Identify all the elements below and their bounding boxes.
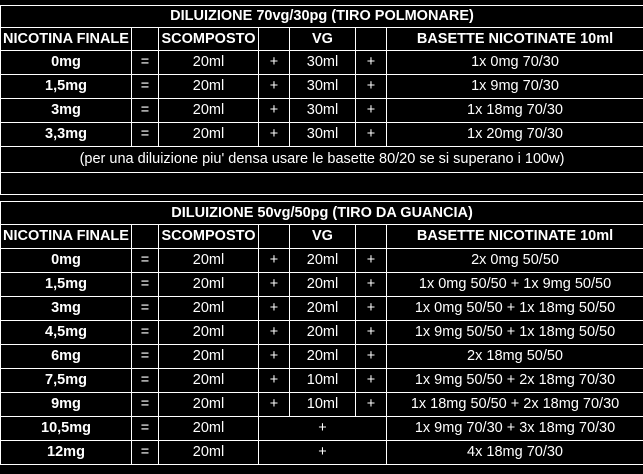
plus-cell: + [356,123,387,147]
dilution-note: (per una diluizione piu' densa usare le basette 80/20 se si superano i 100w) [1,147,643,173]
table-row [1,249,643,273]
table-row [1,297,643,321]
base-cell: 20ml [159,99,259,123]
plus-cell: + [259,123,290,147]
plus-cell: + [259,369,290,393]
base-cell: 20ml [159,441,259,465]
shots-cell: 1x 9mg 70/30 + 3x 18mg 70/30 [387,417,643,441]
plus-cell: + [356,369,387,393]
header-blank [132,28,159,51]
base-cell: 20ml [159,249,259,273]
nicotine-cell: 10,5mg [1,417,132,441]
nicotine-cell: 3,3mg [1,123,132,147]
equals-cell: = [132,345,159,369]
nicotine-cell: 9mg [1,393,132,417]
shots-cell: 4x 18mg 70/30 [387,441,643,465]
header-blank [259,225,290,249]
nicotine-cell: 0mg [1,249,132,273]
equals-cell: = [132,417,159,441]
shots-cell: 1x 9mg 50/50 + 2x 18mg 70/30 [387,369,643,393]
plus-cell: + [356,51,387,75]
nicotine-cell: 4,5mg [1,321,132,345]
nicotine-cell: 1,5mg [1,273,132,297]
base-cell: 20ml [159,417,259,441]
base-cell: 20ml [159,123,259,147]
table-row [1,75,643,99]
plus-cell: + [259,249,290,273]
shots-cell: 1x 0mg 50/50 + 1x 9mg 50/50 [387,273,643,297]
shots-cell: 1x 18mg 70/30 [387,99,643,123]
plus-cell: + [356,249,387,273]
equals-cell: = [132,321,159,345]
shots-cell: 1x 18mg 50/50 + 2x 18mg 70/30 [387,393,643,417]
vg-cell: 20ml [290,345,356,369]
base-cell: 20ml [159,273,259,297]
table-row [1,321,643,345]
equals-cell: = [132,249,159,273]
shots-cell: 1x 9mg 70/30 [387,75,643,99]
plus-cell: + [356,75,387,99]
plus-cell: + [259,441,387,465]
shots-cell: 1x 0mg 70/30 [387,51,643,75]
vg-cell: 30ml [290,99,356,123]
nicotine-cell: 0mg [1,51,132,75]
vg-cell: 30ml [290,123,356,147]
plus-cell: + [259,99,290,123]
equals-cell: = [132,51,159,75]
plus-cell: + [259,393,290,417]
nicotine-cell: 3mg [1,297,132,321]
shots-cell: 1x 20mg 70/30 [387,123,643,147]
nicotine-cell: 6mg [1,345,132,369]
header-blank [132,225,159,249]
table-title: DILUIZIONE 50vg/50pg (TIRO DA GUANCIA) [1,202,643,225]
vg-cell: 10ml [290,369,356,393]
shots-cell: 1x 0mg 50/50 + 1x 18mg 50/50 [387,297,643,321]
vg-cell: 20ml [290,321,356,345]
table-title: DILUIZIONE 70vg/30pg (TIRO POLMONARE) [1,6,643,28]
vg-cell: 20ml [290,297,356,321]
spacer-row [1,173,643,195]
plus-cell: + [259,273,290,297]
table-row [1,123,643,147]
base-cell: 20ml [159,393,259,417]
header-base: SCOMPOSTO [159,225,259,249]
vg-cell: 20ml [290,249,356,273]
nicotine-cell: 12mg [1,441,132,465]
nicotine-cell: 3mg [1,99,132,123]
plus-cell: + [356,273,387,297]
base-cell: 20ml [159,369,259,393]
plus-cell: + [356,393,387,417]
vg-cell: 30ml [290,51,356,75]
header-vg: VG [290,28,356,51]
header-blank [356,225,387,249]
plus-cell: + [259,75,290,99]
base-cell: 20ml [159,321,259,345]
header-shots: BASETTE NICOTINATE 10ml [387,225,643,249]
header-vg: VG [290,225,356,249]
plus-cell: + [259,417,387,441]
plus-cell: + [356,345,387,369]
plus-cell: + [259,321,290,345]
shots-cell: 1x 9mg 50/50 + 1x 18mg 50/50 [387,321,643,345]
table-row [1,345,643,369]
equals-cell: = [132,369,159,393]
equals-cell: = [132,123,159,147]
nicotine-cell: 7,5mg [1,369,132,393]
header-shots: BASETTE NICOTINATE 10ml [387,28,643,51]
vg-cell: 20ml [290,273,356,297]
dilution-table-70vg-30pg [0,5,643,195]
plus-cell: + [259,297,290,321]
shots-cell: 2x 18mg 50/50 [387,345,643,369]
plus-cell: + [356,321,387,345]
table-row [1,369,643,393]
table-row [1,417,643,441]
table-row [1,273,643,297]
base-cell: 20ml [159,345,259,369]
equals-cell: = [132,393,159,417]
dilution-table-50vg-50pg [0,201,643,465]
header-base: SCOMPOSTO [159,28,259,51]
table-row [1,441,643,465]
equals-cell: = [132,273,159,297]
base-cell: 20ml [159,297,259,321]
plus-cell: + [356,297,387,321]
header-blank [356,28,387,51]
vg-cell: 30ml [290,75,356,99]
equals-cell: = [132,441,159,465]
header-blank [259,28,290,51]
base-cell: 20ml [159,51,259,75]
table-row [1,51,643,75]
table-row [1,99,643,123]
shots-cell: 2x 0mg 50/50 [387,249,643,273]
equals-cell: = [132,75,159,99]
nicotine-cell: 1,5mg [1,75,132,99]
header-nicotine: NICOTINA FINALE [1,225,132,249]
equals-cell: = [132,297,159,321]
header-nicotine: NICOTINA FINALE [1,28,132,51]
vg-cell: 10ml [290,393,356,417]
base-cell: 20ml [159,75,259,99]
plus-cell: + [259,345,290,369]
equals-cell: = [132,99,159,123]
plus-cell: + [356,99,387,123]
plus-cell: + [259,51,290,75]
table-row [1,393,643,417]
